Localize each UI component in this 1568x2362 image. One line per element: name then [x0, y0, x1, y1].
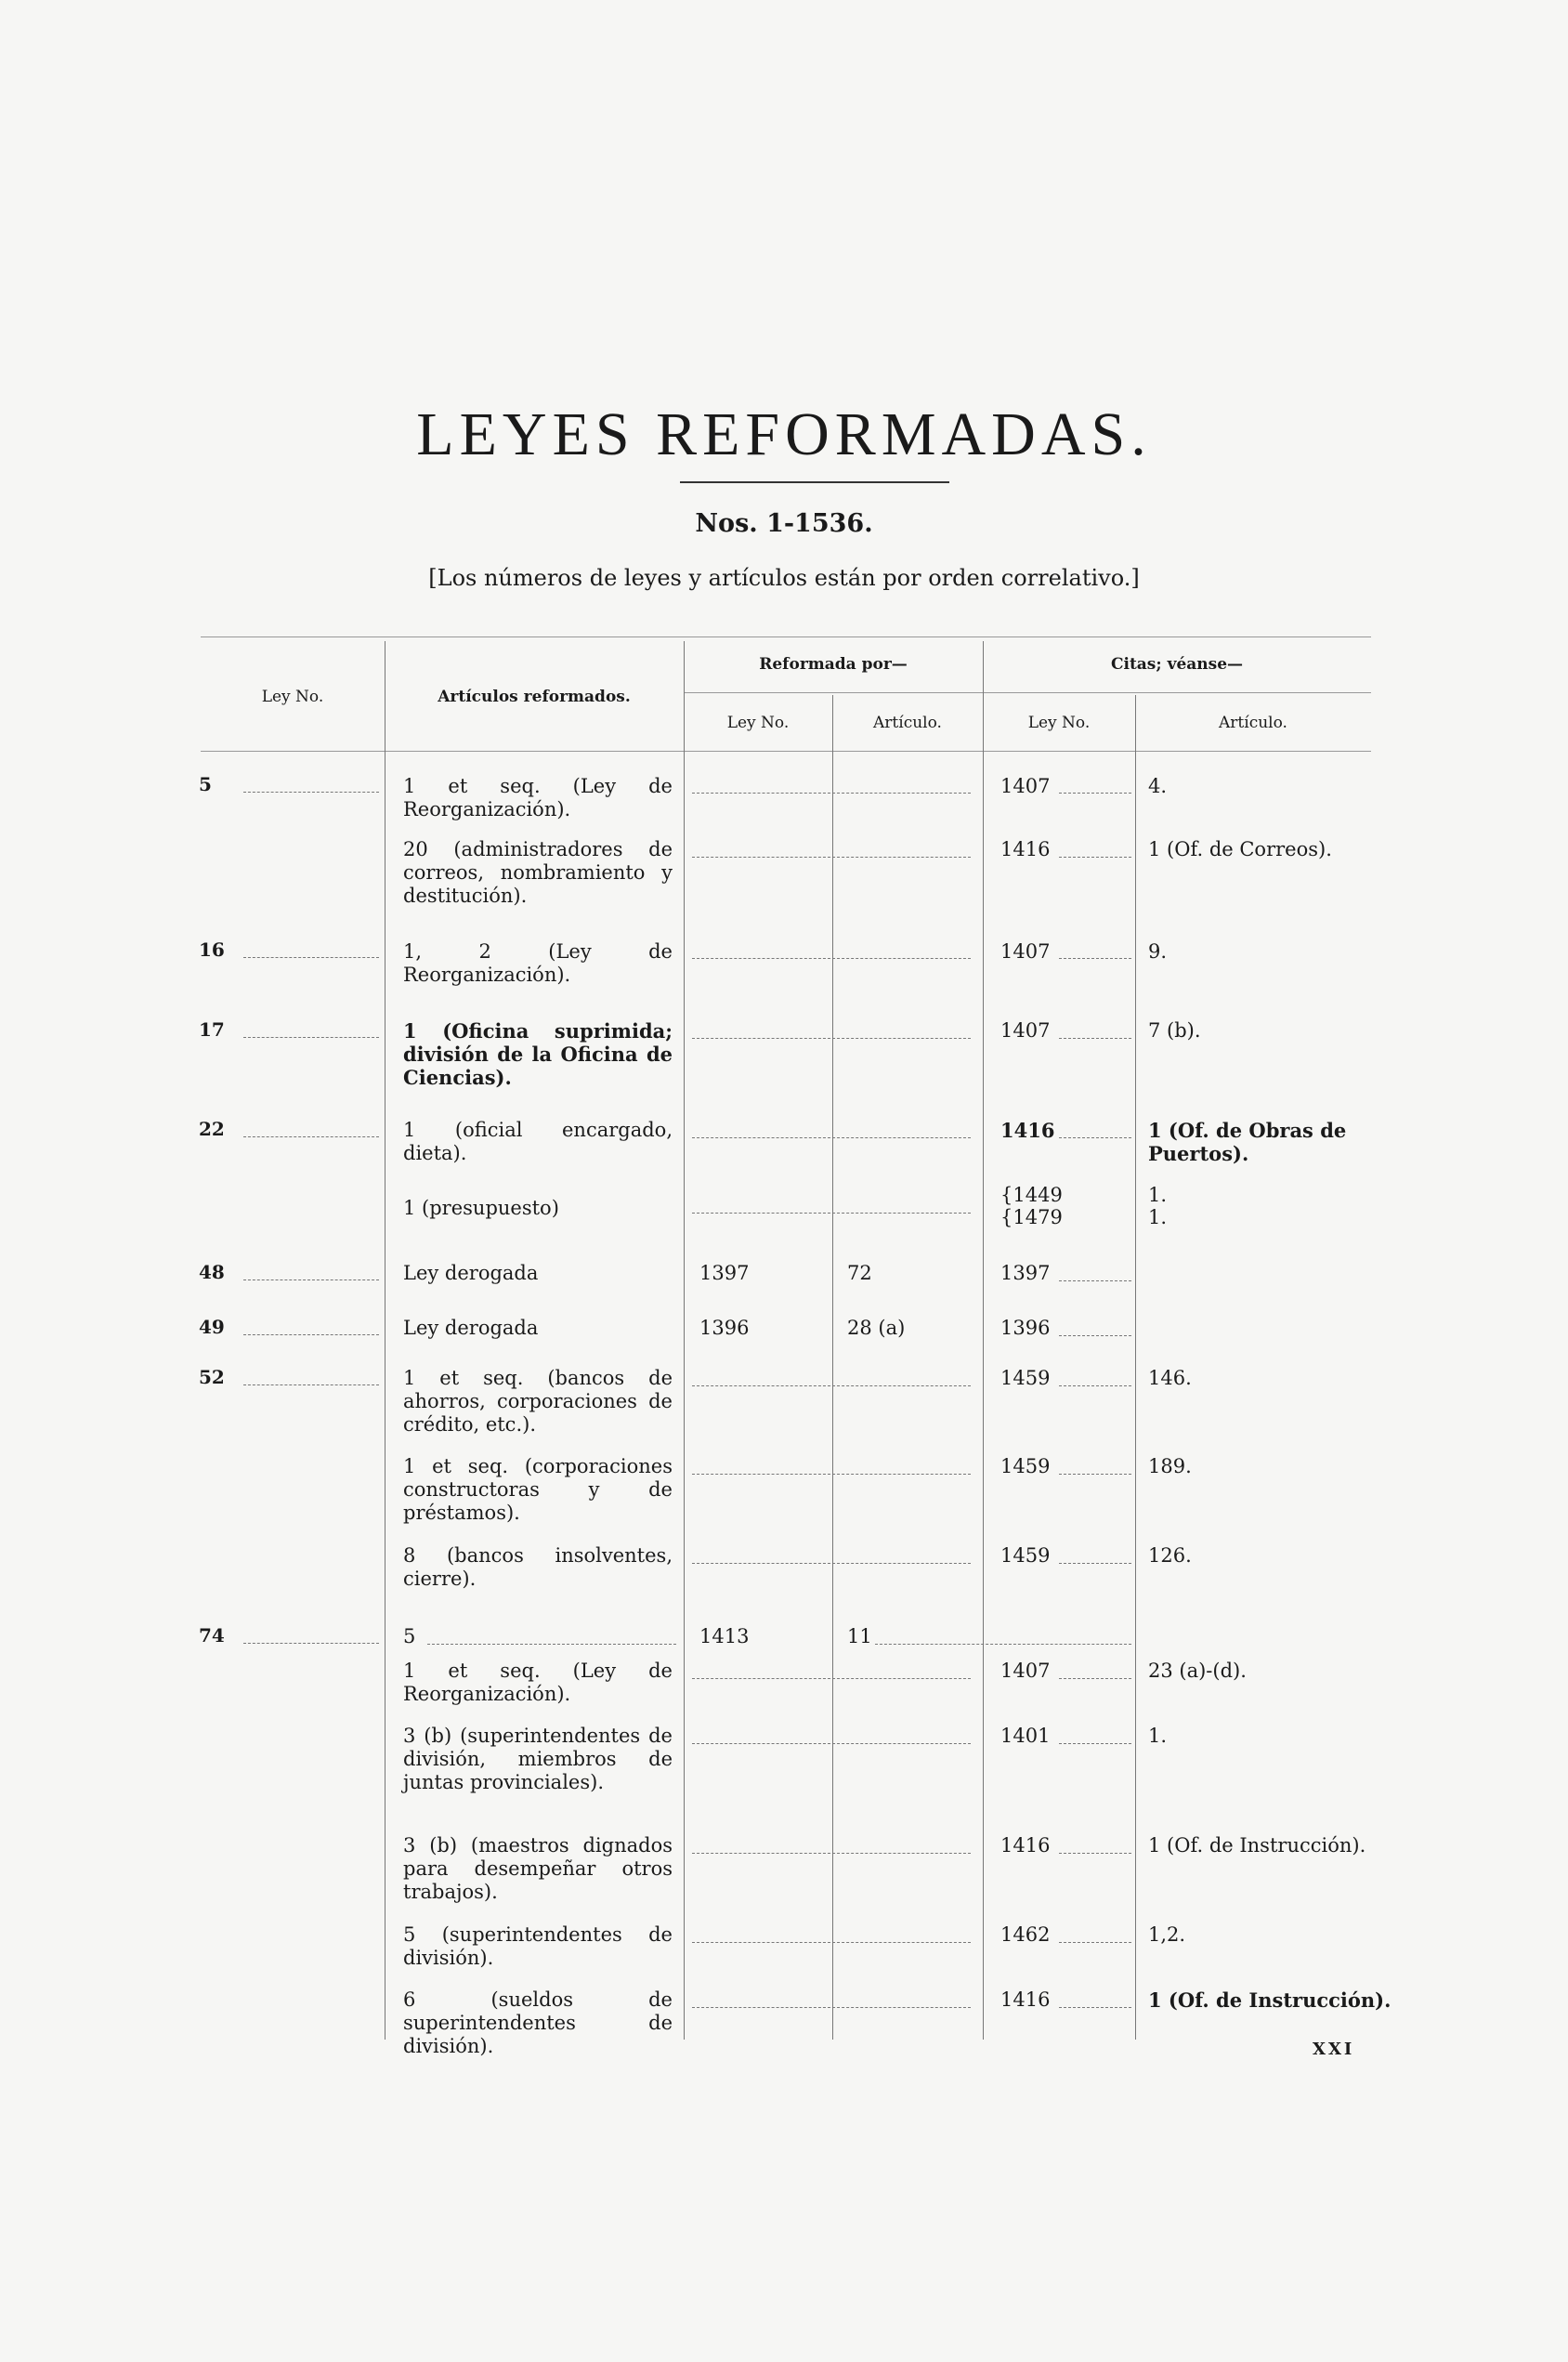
row-cita-ley: 1407: [1000, 775, 1051, 797]
leader-dots: [692, 1213, 971, 1214]
row-articulos: 3 (b) (maestros dignados para desempeñar otros trabajos).: [403, 1834, 673, 1903]
leader-dots: [692, 1853, 971, 1854]
row-cita-ley: 1462: [1000, 1923, 1051, 1946]
header-cita-articulo: Artículo.: [1219, 714, 1287, 732]
leader-dots: [692, 1474, 971, 1475]
row-cita-articulo: 23 (a)-(d).: [1148, 1660, 1247, 1682]
leader-dots: [692, 1678, 971, 1679]
row-articulos: 5 (superintendentes de división).: [403, 1923, 673, 1969]
row-cita-articulo: 9.: [1148, 940, 1168, 963]
page-subtitle: Nos. 1-1536.: [695, 509, 873, 538]
row-cita-ley: 1416: [1000, 1834, 1051, 1857]
row-ref-ley: 1396: [699, 1317, 750, 1339]
header-cita-ley-no: Ley No.: [1027, 714, 1091, 732]
row-cita-articulo: 189.: [1148, 1455, 1192, 1477]
row-articulos: 5: [403, 1625, 416, 1647]
row-articulos: 20 (administradores de correos, nombramiento y destitución).: [403, 838, 673, 907]
leader-dots: [243, 792, 379, 793]
page-number: XXI: [1313, 2040, 1355, 2059]
leader-dots: [692, 1743, 971, 1744]
leader-dots: [692, 857, 971, 858]
row-cita-ley: 1416: [1000, 838, 1051, 860]
leader-dots: [1059, 1137, 1131, 1138]
column-rule: [684, 641, 685, 2040]
row-cita-ley: 1396: [1000, 1317, 1051, 1339]
leader-dots: [692, 1385, 971, 1386]
row-cita-ley: 1416: [1000, 1119, 1055, 1142]
leader-dots: [1059, 1335, 1131, 1336]
leader-dots: [1059, 1942, 1131, 1943]
row-ley-no: 74: [199, 1624, 225, 1647]
header-ref-articulo: Artículo.: [873, 714, 942, 732]
leader-dots: [692, 958, 971, 959]
row-ref-articulo: 11: [847, 1625, 872, 1647]
leader-dots: [692, 1563, 971, 1564]
header-top-rule: [201, 636, 1371, 637]
row-cita-ley: {1449 {1479: [1000, 1184, 1063, 1228]
leader-dots: [875, 1644, 1131, 1645]
row-ley-no: 17: [199, 1018, 225, 1041]
leader-dots: [692, 1942, 971, 1943]
leader-dots: [1059, 1474, 1131, 1475]
row-ley-no: 16: [199, 938, 225, 961]
leader-dots: [1059, 1038, 1131, 1039]
row-ref-articulo: 28 (a): [847, 1317, 906, 1339]
row-cita-articulo: 1 (Of. de Correos).: [1148, 838, 1332, 860]
row-cita-ley: 1397: [1000, 1262, 1051, 1284]
row-articulos: Ley derogada: [403, 1317, 539, 1339]
row-ley-no: 49: [199, 1316, 225, 1338]
row-ley-no: 22: [199, 1118, 225, 1140]
row-ley-no: 52: [199, 1366, 225, 1388]
row-articulos: 1, 2 (Ley de Reorganización).: [403, 940, 673, 986]
row-articulos: 1 et seq. (Ley de Reorganización).: [403, 1660, 673, 1705]
leader-dots: [1059, 958, 1131, 959]
row-cita-ley: 1416: [1000, 1988, 1051, 2011]
row-cita-articulo: 1,2.: [1148, 1923, 1186, 1946]
leader-dots: [243, 1037, 379, 1038]
row-articulos: 1 (Oficina suprimida; división de la Oficina de Ciencias).: [403, 1019, 673, 1089]
leader-dots: [1059, 1678, 1131, 1679]
leader-dots: [1059, 1280, 1131, 1281]
page-title: LEYES REFORMADAS.: [416, 400, 1152, 468]
row-cita-ley: 1459: [1000, 1455, 1051, 1477]
row-cita-ley: 1407: [1000, 1660, 1051, 1682]
column-rule: [832, 695, 833, 2040]
leader-dots: [1059, 793, 1131, 794]
row-ref-articulo: 72: [847, 1262, 872, 1284]
row-cita-articulo: 7 (b).: [1148, 1019, 1201, 1042]
header-ley-no: Ley No.: [261, 688, 324, 706]
row-ley-no: 5: [199, 773, 212, 795]
title-rule: [680, 481, 949, 483]
header-articulos: Artículos reformados.: [438, 688, 631, 706]
row-articulos: 1 et seq. (bancos de ahorros, corporaciones de crédito, etc.).: [403, 1367, 673, 1436]
leader-dots: [692, 1038, 971, 1039]
row-cita-articulo: 1 (Of. de Obras de Puertos).: [1148, 1119, 1347, 1165]
row-cita-ley: 1407: [1000, 1019, 1051, 1042]
leader-dots: [692, 793, 971, 794]
leader-dots: [243, 1279, 379, 1280]
leader-dots: [243, 1136, 379, 1137]
header-bottom-rule: [201, 751, 1371, 752]
row-cita-articulo: 1.: [1148, 1725, 1168, 1747]
row-cita-articulo: 1 (Of. de Instrucción).: [1148, 1988, 1392, 2012]
row-articulos: 1 et seq. (corporaciones constructoras y de préstamos).: [403, 1455, 673, 1524]
row-articulos: 3 (b) (superintendentes de división, miembros de juntas provinciales).: [403, 1725, 673, 1793]
leader-dots: [1059, 1563, 1131, 1564]
leader-dots: [243, 1643, 379, 1644]
column-rule: [983, 641, 984, 2040]
row-ley-no: 48: [199, 1261, 225, 1283]
row-cita-articulo: 1 (Of. de Instrucción).: [1148, 1834, 1366, 1857]
row-cita-articulo: 146.: [1148, 1367, 1192, 1389]
row-ref-ley: 1413: [699, 1625, 750, 1647]
header-mid-rule: [684, 692, 1371, 693]
row-cita-ley: 1401: [1000, 1725, 1051, 1747]
row-cita-ley: 1459: [1000, 1544, 1051, 1567]
row-articulos: 1 et seq. (Ley de Reorganización).: [403, 775, 673, 820]
header-citas: Citas; véanse—: [1110, 655, 1244, 674]
leader-dots: [243, 957, 379, 958]
leader-dots: [427, 1644, 676, 1645]
leader-dots: [1059, 1853, 1131, 1854]
row-articulos: 6 (sueldos de superintendentes de división).: [403, 1988, 673, 2057]
leader-dots: [1059, 857, 1131, 858]
leader-dots: [243, 1334, 379, 1335]
row-ref-ley: 1397: [699, 1262, 750, 1284]
leader-dots: [1059, 1385, 1131, 1386]
leader-dots: [1059, 2007, 1131, 2008]
row-cita-ley: 1407: [1000, 940, 1051, 963]
leader-dots: [243, 1384, 379, 1385]
leader-dots: [1059, 1743, 1131, 1744]
page-note: [Los números de leyes y artículos están por orden correlativo.]: [428, 565, 1140, 591]
header-ref-ley-no: Ley No.: [726, 714, 790, 732]
row-cita-articulo: 1. 1.: [1148, 1184, 1168, 1228]
header-reformada-por: Reformada por—: [759, 655, 908, 674]
row-articulos: Ley derogada: [403, 1262, 539, 1284]
row-articulos: 1 (presupuesto): [403, 1197, 559, 1219]
row-cita-articulo: 4.: [1148, 775, 1168, 797]
column-rule: [1135, 695, 1136, 2040]
row-articulos: 1 (oficial encargado, dieta).: [403, 1119, 673, 1164]
row-cita-ley: 1459: [1000, 1367, 1051, 1389]
leader-dots: [692, 2007, 971, 2008]
leader-dots: [692, 1137, 971, 1138]
row-cita-articulo: 126.: [1148, 1544, 1192, 1567]
row-articulos: 8 (bancos insolventes, cierre).: [403, 1544, 673, 1590]
